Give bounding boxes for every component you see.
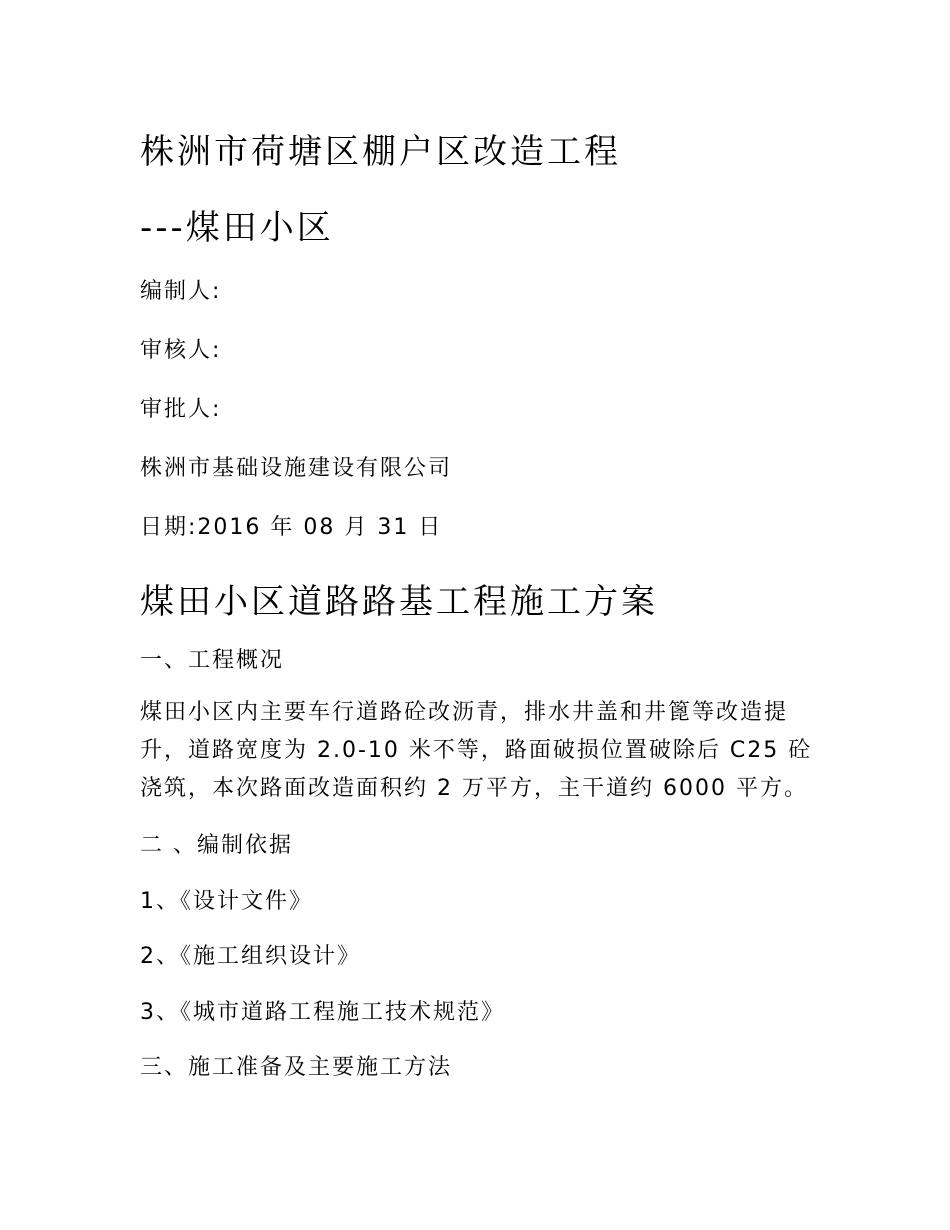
company-name: 株洲市基础设施建设有限公司	[140, 456, 453, 481]
reviewed-by-label: 审核人:	[140, 338, 222, 363]
document-heading: 煤田小区道路路基工程施工方案	[140, 582, 658, 622]
reference-item: 2、《施工组织设计》	[140, 944, 361, 969]
project-subtitle: ---煤田小区	[140, 208, 334, 248]
section-3-heading: 三、施工准备及主要施工方法	[140, 1055, 453, 1080]
section-1-heading: 一、工程概况	[140, 648, 285, 673]
section-2-heading: 二 、编制依据	[140, 833, 293, 858]
reference-item: 3、《城市道路工程施工技术规范》	[140, 1000, 505, 1025]
section-1-paragraph	[140, 694, 820, 808]
project-title: 株洲市荷塘区棚户区改造工程	[140, 132, 621, 172]
reference-item: 1、《设计文件》	[140, 889, 313, 914]
compiled-by-label: 编制人:	[140, 279, 222, 304]
approved-by-label: 审批人:	[140, 397, 222, 422]
paragraph-line: 升，道路宽度为 2.0-10 米不等，路面破损位置破除后 C25 砼	[140, 738, 813, 763]
document-date: 日期:2016 年 08 月 31 日	[140, 515, 443, 540]
paragraph-line: 煤田小区内主要车行道路砼改沥青，排水井盖和井篦等改造提	[140, 700, 789, 725]
paragraph-line: 浇筑，本次路面改造面积约 2 万平方，主干道约 6000 平方。	[140, 776, 808, 801]
